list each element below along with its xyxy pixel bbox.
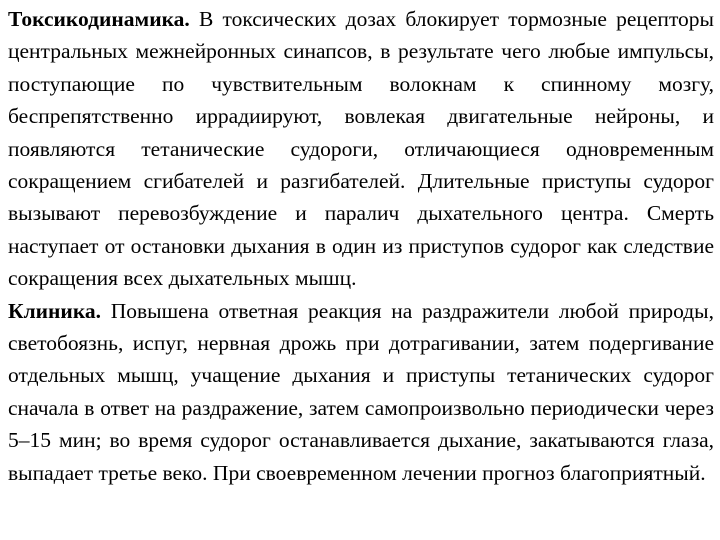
body-text (8, 3, 714, 489)
clinic-paragraph (8, 295, 714, 489)
toxicodynamics-paragraph (8, 3, 714, 295)
clinic-text: Повышена ответная реакция на раздражители любой природы, светобоязнь, испуг, нервная дрожь при дотрагивании, затем подергивание отдельных мышц, учащение дыхания и приступы тетанических судорог сначала в ответ на раздражение, затем самопроизвольно периодически через 5–15 мин; во время судорог останавливается дыхание, закатываются глаза, выпадает третье веко. При своевременном лечении прогноз благоприятный. (8, 298, 714, 485)
toxicodynamics-term: Токсикодинамика. (8, 7, 190, 31)
toxicodynamics-text: В токсических дозах блокирует тормозные рецепторы центральных межнейронных синапсов, в результате чего любые импульсы, поступающие по чувствительным волокнам к спинному мозгу, беспрепятственно иррадиируют, вовлекая двигательные нейроны, и появляются тетанические судороги, отличающиеся одновременным сокращением сгибателей и разгибателей. Длительные приступы судорог вызывают перевозбуждение и паралич дыхательного центра. Смерть наступает от остановки дыхания в один из приступов судорог как следствие сокращения всех дыхательных мышц. (8, 7, 714, 291)
clinic-term: Клиника. (8, 298, 102, 323)
